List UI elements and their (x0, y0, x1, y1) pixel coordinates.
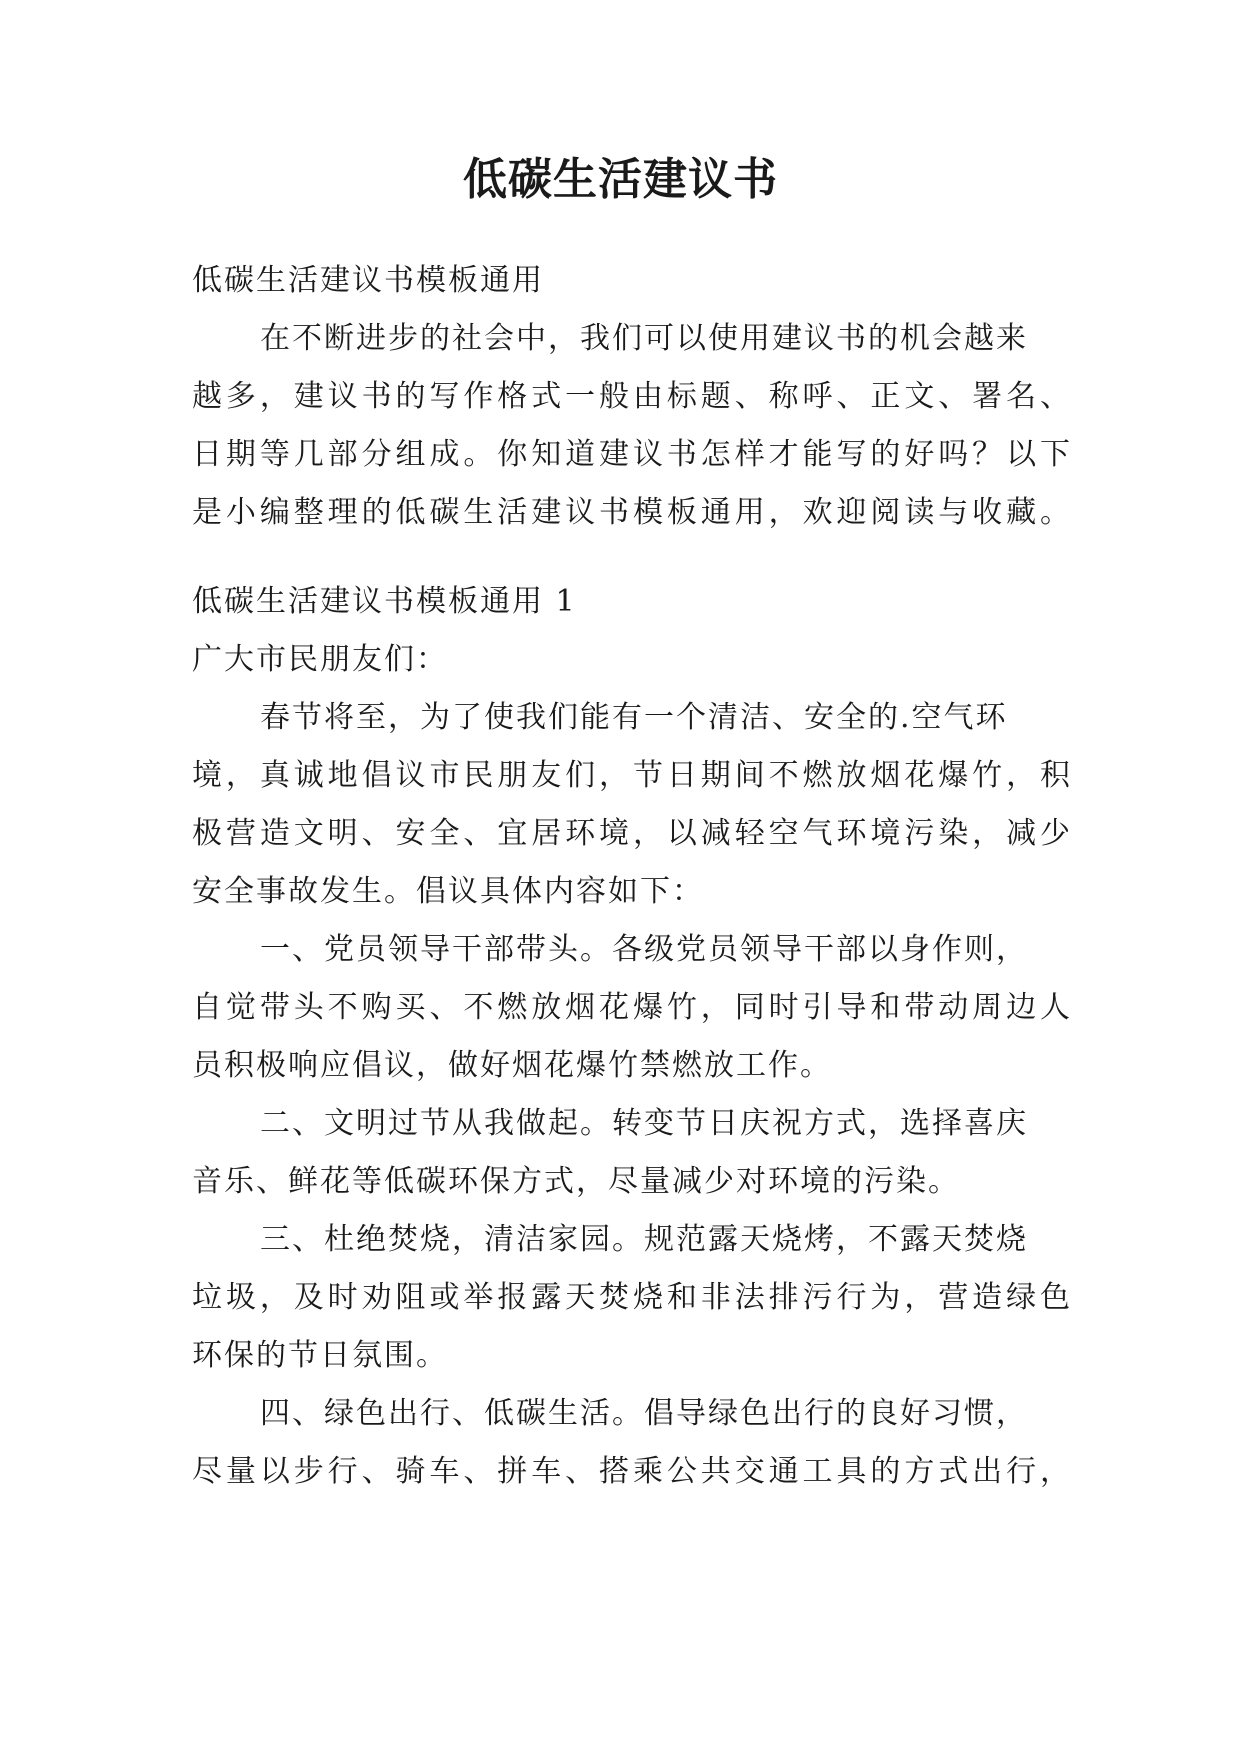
text-line: 低碳生活建议书模板通用 1 (192, 584, 577, 619)
text-line: 极营造文明、安全、宜居环境，以减轻空气环境污染，减少 (192, 816, 1072, 851)
section-heading (192, 573, 1072, 631)
text-line: 三、杜绝焚烧，清洁家园。规范露天烧烤，不露天焚烧 (260, 1222, 1028, 1257)
text-line: 四、绿色出行、低碳生活。倡导绿色出行的良好习惯， (260, 1396, 1028, 1431)
text-line: 音乐、鲜花等低碳环保方式，尽量减少对环境的污染。 (192, 1164, 960, 1199)
paragraph-proposal-intro (192, 689, 1072, 921)
subtitle (192, 252, 1072, 310)
document-title: 低碳生活建议书 (463, 154, 778, 205)
text-line: 低碳生活建议书模板通用 (192, 263, 544, 298)
text-line: 一、党员领导干部带头。各级党员领导干部以身作则， (260, 932, 1028, 967)
paragraph-item-1 (192, 921, 1072, 1095)
text-line: 越多，建议书的写作格式一般由标题、称呼、正文、署名、 (192, 379, 1072, 414)
text-line: 日期等几部分组成。你知道建议书怎样才能写的好吗？以下 (192, 437, 1072, 472)
text-line: 环保的节日氛围。 (192, 1338, 448, 1373)
text-line: 广大市民朋友们： (192, 642, 448, 677)
text-line: 安全事故发生。倡议具体内容如下： (192, 874, 704, 909)
text-line: 在不断进步的社会中，我们可以使用建议书的机会越来 (260, 321, 1028, 356)
text-line: 春节将至，为了使我们能有一个清洁、安全的.空气环 (260, 700, 1008, 735)
paragraph-item-2 (192, 1095, 1072, 1211)
text-line: 二、文明过节从我做起。转变节日庆祝方式，选择喜庆 (260, 1106, 1028, 1141)
paragraph-item-3 (192, 1211, 1072, 1385)
text-line: 尽量以步行、骑车、拼车、搭乘公共交通工具的方式出行， (192, 1454, 1072, 1489)
intro-paragraph (192, 310, 1072, 542)
text-line: 员积极响应倡议，做好烟花爆竹禁燃放工作。 (192, 1048, 832, 1083)
salutation (192, 631, 1072, 689)
paragraph-item-4 (192, 1385, 1072, 1501)
text-line: 境，真诚地倡议市民朋友们，节日期间不燃放烟花爆竹，积 (192, 758, 1072, 793)
text-line: 是小编整理的低碳生活建议书模板通用，欢迎阅读与收藏。 (192, 495, 1072, 530)
text-line: 垃圾，及时劝阻或举报露天焚烧和非法排污行为，营造绿色 (192, 1280, 1072, 1315)
text-line: 自觉带头不购买、不燃放烟花爆竹，同时引导和带动周边人 (192, 990, 1072, 1025)
